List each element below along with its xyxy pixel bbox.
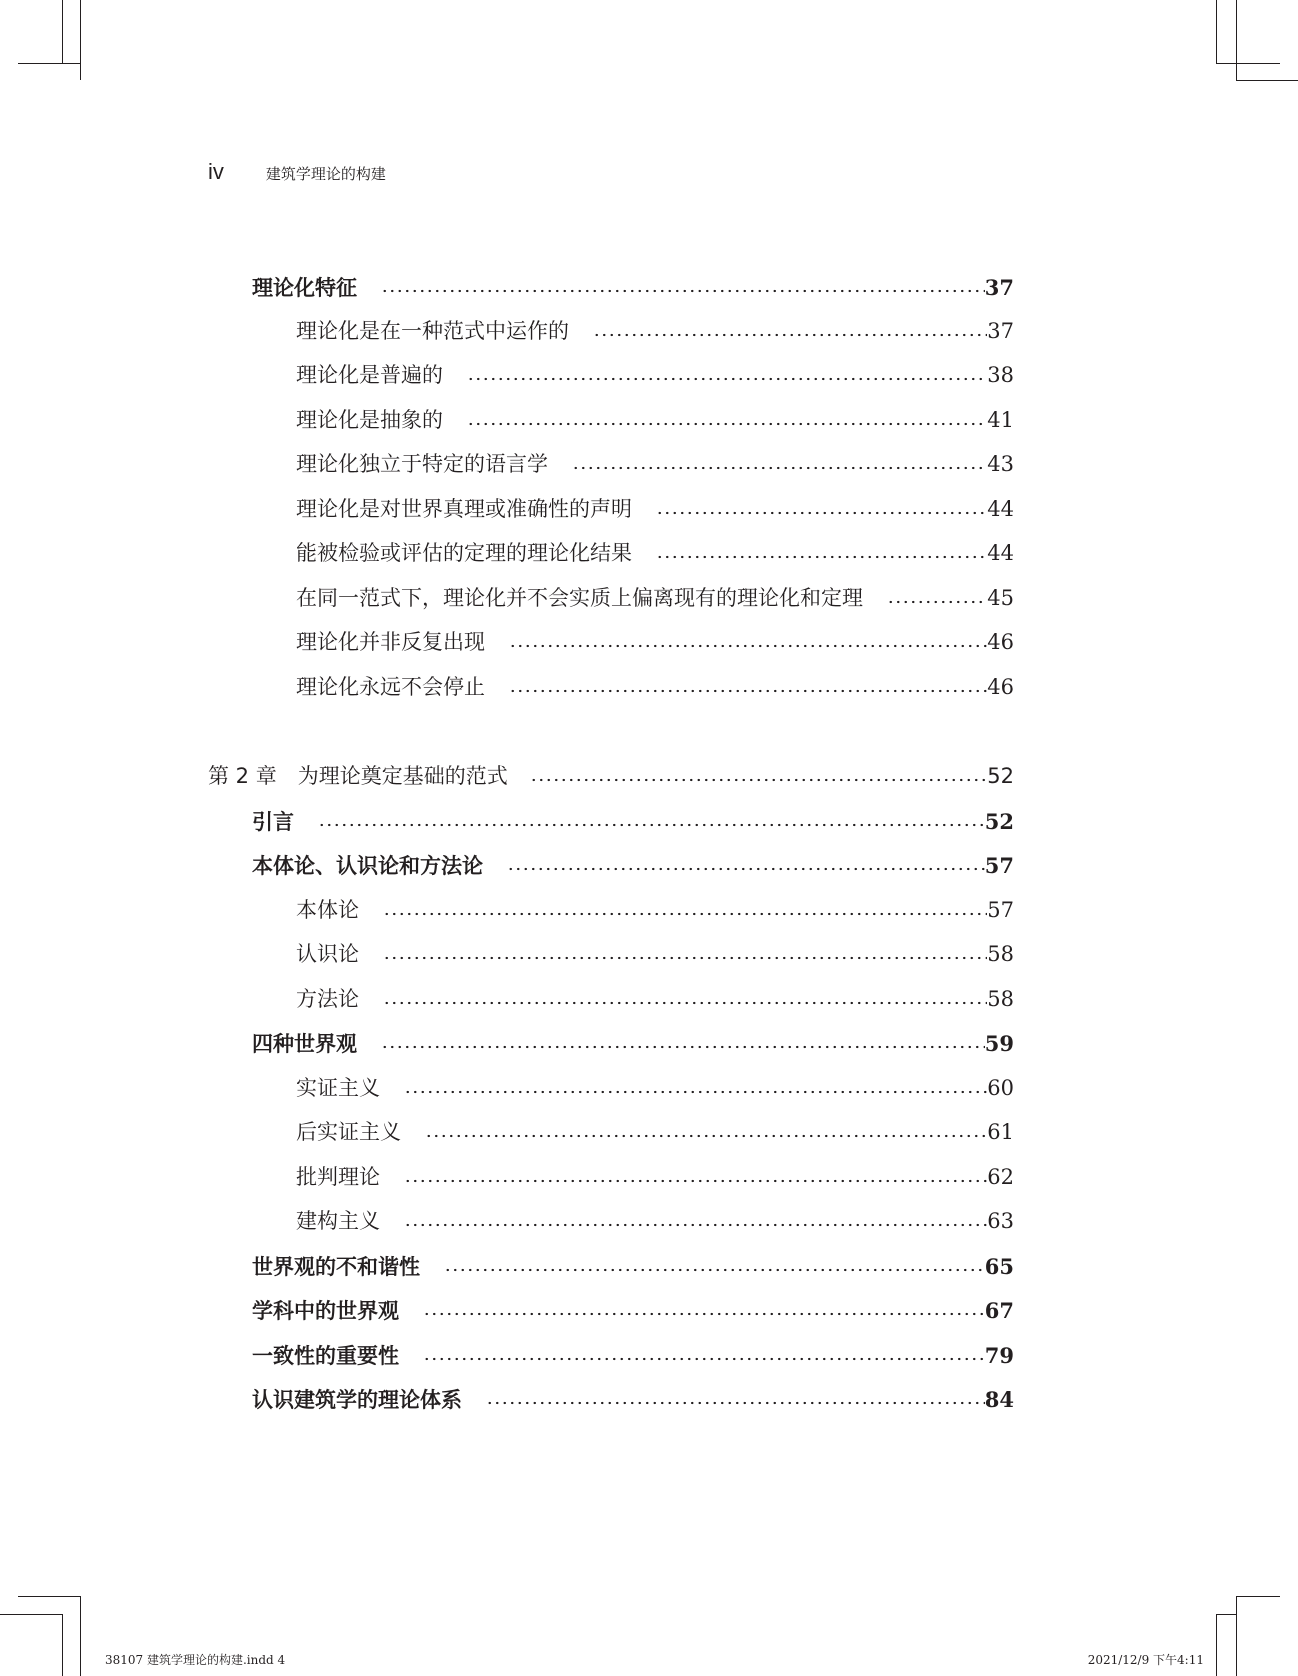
toc-entry-label: 世界观的不和谐性 [252, 1254, 420, 1279]
dot-leader [509, 644, 987, 648]
toc-entry[interactable] [296, 530, 1014, 564]
toc-entry-page: 65 [984, 1254, 1014, 1279]
dot-leader [404, 1179, 987, 1183]
toc-entry-page: 84 [984, 1387, 1014, 1412]
toc-entry-label: 认识建筑学的理论体系 [252, 1387, 462, 1412]
dot-leader [423, 1357, 985, 1361]
toc-entry-label: 批判理论 [296, 1165, 380, 1189]
toc-entry[interactable] [252, 1332, 1014, 1366]
toc-entry[interactable] [252, 798, 1014, 832]
toc-entry-page: 45 [987, 586, 1014, 610]
toc-entry-page: 44 [987, 541, 1014, 565]
toc-entry-page: 37 [984, 275, 1014, 300]
dot-leader [404, 1090, 987, 1094]
toc-entry-label: 能被检验或评估的定理的理论化结果 [296, 541, 632, 565]
dot-leader [656, 555, 987, 559]
dot-leader [572, 466, 987, 470]
toc-entry-page: 67 [984, 1298, 1014, 1323]
toc-entry[interactable] [296, 931, 1014, 965]
toc-entry[interactable] [252, 842, 1014, 876]
toc-entry-page: 37 [987, 319, 1014, 343]
toc-entry[interactable] [296, 397, 1014, 431]
toc-entry[interactable] [296, 352, 1014, 386]
dot-leader [887, 600, 987, 604]
toc-entry[interactable] [296, 664, 1014, 698]
dot-leader [404, 1223, 987, 1227]
toc-entry[interactable] [252, 1243, 1014, 1277]
dot-leader [509, 689, 987, 693]
toc-entry[interactable] [252, 1020, 1014, 1054]
toc-entry-page: 38 [987, 363, 1014, 387]
toc-entry-label: 理论化独立于特定的语言学 [296, 452, 548, 476]
toc-entry-label: 学科中的世界观 [252, 1298, 399, 1323]
toc-entry-label: 理论化是普遍的 [296, 363, 443, 387]
toc-entry-label: 理论化是在一种范式中运作的 [296, 319, 569, 343]
dot-leader [425, 1134, 987, 1138]
toc-entry[interactable] [296, 619, 1014, 653]
dot-leader [467, 377, 987, 381]
toc-entry-label: 一致性的重要性 [252, 1343, 399, 1368]
dot-leader [423, 1312, 985, 1316]
toc-entry[interactable] [296, 308, 1014, 342]
toc-entry-page: 61 [987, 1120, 1014, 1144]
toc-entry[interactable] [296, 1065, 1014, 1099]
toc-entry-page: 60 [987, 1076, 1014, 1100]
toc-entry-label: 理论化并非反复出现 [296, 630, 485, 654]
toc-entry-label: 本体论、认识论和方法论 [252, 853, 483, 878]
toc-entry-page: 46 [987, 675, 1014, 699]
toc-entry-label: 后实证主义 [296, 1120, 401, 1144]
toc-entry-page: 44 [987, 497, 1014, 521]
dot-leader [381, 1045, 985, 1049]
toc-entry-label: 实证主义 [296, 1076, 380, 1100]
dot-leader [383, 1001, 987, 1005]
toc-chapter-label: 第 2 章 为理论奠定基础的范式 [208, 764, 508, 788]
toc-entry-page: 52 [984, 809, 1014, 834]
toc-chapter-entry[interactable] [208, 753, 1014, 787]
dot-leader [530, 778, 988, 782]
toc-entry[interactable] [296, 887, 1014, 921]
toc-entry-label: 理论化是抽象的 [296, 408, 443, 432]
toc-entry-page: 43 [987, 452, 1014, 476]
toc-entry[interactable] [252, 264, 1014, 298]
toc-entry-label: 在同一范式下，理论化并不会实质上偏离现有的理论化和定理 [296, 586, 863, 610]
dot-leader [383, 956, 987, 960]
toc-entry-label: 理论化永远不会停止 [296, 675, 485, 699]
dot-leader [486, 1401, 985, 1405]
toc-entry[interactable] [252, 1376, 1014, 1410]
toc-entry-page: 79 [984, 1343, 1014, 1368]
toc-entry-page: 58 [987, 942, 1014, 966]
dot-leader [318, 823, 985, 827]
toc-entry-label: 理论化特征 [252, 275, 357, 300]
dot-leader [444, 1268, 985, 1272]
toc-entry-page: 58 [987, 987, 1014, 1011]
toc-entry-page: 52 [987, 764, 1014, 788]
toc-entry[interactable] [296, 976, 1014, 1010]
toc-entry[interactable] [296, 1198, 1014, 1232]
page-folio: iv [208, 159, 224, 184]
toc-entry-page: 59 [984, 1031, 1014, 1056]
toc-entry-label: 四种世界观 [252, 1031, 357, 1056]
toc-entry-page: 46 [987, 630, 1014, 654]
book-title: 建筑学理论的构建 [265, 165, 386, 183]
toc-entry[interactable] [296, 575, 1014, 609]
toc-entry[interactable] [252, 1287, 1014, 1321]
toc-entry-label: 认识论 [296, 942, 359, 966]
print-slug-file: 38107 建筑学理论的构建.indd 4 [105, 1653, 286, 1667]
dot-leader [656, 511, 987, 515]
toc-entry-label: 方法论 [296, 987, 359, 1011]
print-slug-date: 2021/12/9 下午4:11 [1087, 1653, 1204, 1667]
toc-entry[interactable] [296, 1109, 1014, 1143]
dot-leader [593, 333, 987, 337]
toc-entry-page: 62 [987, 1165, 1014, 1189]
toc-entry-page: 41 [987, 408, 1014, 432]
toc-entry-label: 理论化是对世界真理或准确性的声明 [296, 497, 632, 521]
dot-leader [383, 912, 987, 916]
toc-entry[interactable] [296, 486, 1014, 520]
toc-entry-label: 建构主义 [296, 1209, 380, 1233]
toc-entry-page: 57 [984, 853, 1014, 878]
toc-entry[interactable] [296, 441, 1014, 475]
toc-entry-page: 57 [987, 898, 1014, 922]
toc-entry-label: 引言 [252, 809, 294, 834]
dot-leader [467, 422, 987, 426]
dot-leader [381, 289, 985, 293]
dot-leader [507, 867, 985, 871]
toc-entry-label: 本体论 [296, 898, 359, 922]
toc-entry-page: 63 [987, 1209, 1014, 1233]
toc-entry[interactable] [296, 1154, 1014, 1188]
